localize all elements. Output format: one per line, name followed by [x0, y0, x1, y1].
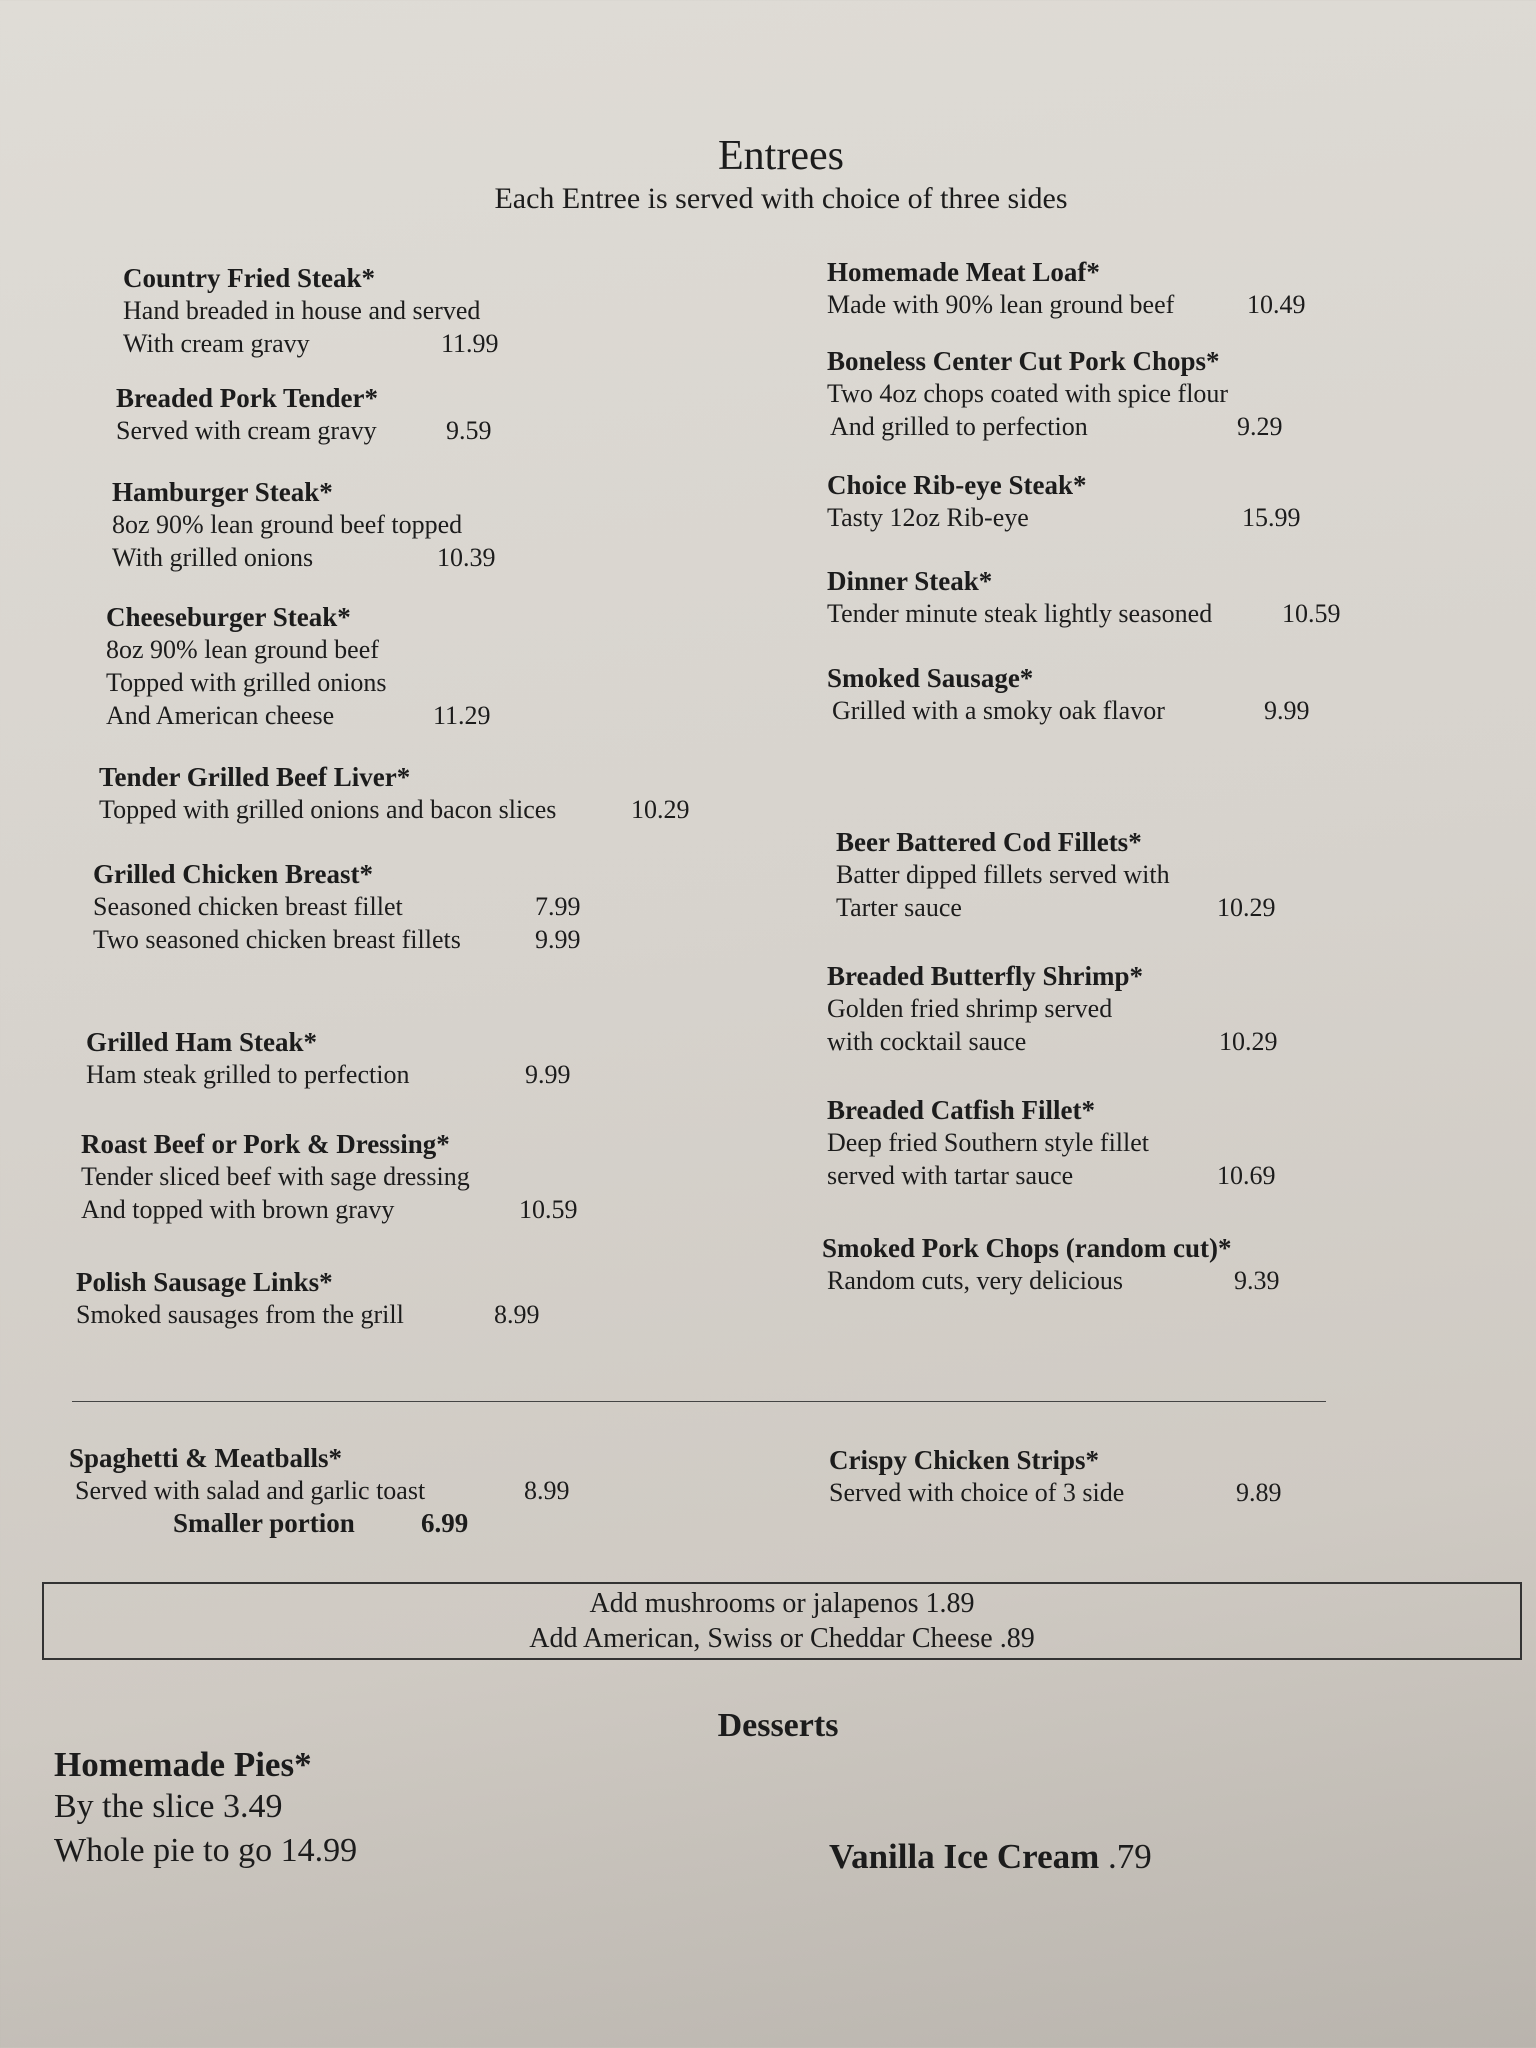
- entree-description: Topped with grilled onions: [106, 668, 387, 697]
- entree-pork-chops: [827, 345, 1283, 443]
- entree-country-fried-steak: [123, 262, 499, 360]
- smaller-portion: Smaller portion 6.99: [173, 1508, 469, 1538]
- addons-box: [42, 1582, 1522, 1660]
- entree-description: And topped with brown gravy 10.59: [81, 1195, 578, 1224]
- section-divider: [72, 1401, 1326, 1402]
- entree-price: 8.99: [524, 1476, 570, 1505]
- entree-price: 9.39: [1234, 1266, 1280, 1295]
- entree-description: Two 4oz chops coated with spice flour: [827, 379, 1229, 408]
- entree-description: Served with cream gravy 9.59: [116, 416, 492, 445]
- entree-spaghetti-meatballs: [69, 1442, 570, 1540]
- entree-description: 8oz 90% lean ground beef topped: [112, 510, 463, 539]
- entree-description: With cream gravy 11.99: [123, 329, 499, 358]
- entree-butterfly-shrimp: [827, 960, 1278, 1058]
- addon-mushrooms: Add mushrooms or jalapenos 1.89: [589, 1588, 975, 1619]
- addon-cheese: Add American, Swiss or Cheddar Cheese .89: [529, 1623, 1035, 1654]
- entree-cheeseburger-steak: [106, 601, 491, 732]
- entree-breaded-pork-tender: [116, 382, 492, 447]
- entree-description: Golden fried shrimp served: [827, 994, 1113, 1023]
- entree-price: 10.49: [1247, 290, 1306, 319]
- entree-name: Smoked Sausage*: [827, 663, 1034, 693]
- entree-roast-beef-dressing: [81, 1128, 578, 1226]
- dessert-homemade-pies: [54, 1745, 357, 1873]
- page-title: Entrees: [718, 133, 844, 179]
- entree-name: Homemade Meat Loaf*: [827, 257, 1100, 287]
- entree-description: Hand breaded in house and served: [123, 296, 481, 325]
- entree-grilled-chicken-breast: [93, 858, 581, 956]
- entree-description: Ham steak grilled to perfection 9.99: [86, 1060, 571, 1089]
- entree-price: 9.99: [525, 1060, 571, 1089]
- entree-description: And American cheese 11.29: [106, 701, 491, 730]
- entree-price: 15.99: [1242, 503, 1301, 532]
- entree-description: Tender sliced beef with sage dressing: [81, 1162, 470, 1191]
- dessert-name: Vanilla Ice Cream: [829, 1837, 1100, 1876]
- entree-name: Crispy Chicken Strips*: [829, 1445, 1100, 1475]
- entree-price: 10.29: [1217, 893, 1276, 922]
- entree-chicken-strips: [829, 1444, 1282, 1509]
- entree-beef-liver: [99, 761, 690, 826]
- entree-price: 10.29: [631, 795, 690, 824]
- entree-description: And grilled to perfection 9.29: [830, 412, 1283, 441]
- entree-name: Grilled Chicken Breast*: [93, 859, 373, 889]
- dessert-price-slice: By the slice 3.49: [54, 1788, 283, 1825]
- entree-description: Tarter sauce 10.29: [836, 893, 1276, 922]
- dessert-price: .79: [1108, 1837, 1152, 1876]
- entree-description: With grilled onions 10.39: [112, 543, 496, 572]
- entree-description: Served with choice of 3 side 9.89: [829, 1478, 1282, 1507]
- entree-description: 8oz 90% lean ground beef: [106, 635, 379, 664]
- entree-hamburger-steak: [112, 476, 496, 574]
- entree-price: 9.99: [1264, 696, 1310, 725]
- entree-description: with cocktail sauce 10.29: [827, 1027, 1278, 1056]
- entree-price: 10.29: [1219, 1027, 1278, 1056]
- entree-grilled-ham-steak: [86, 1026, 571, 1091]
- entree-description: Topped with grilled onions and bacon slices 10.29: [99, 795, 690, 824]
- entree-description: Grilled with a smoky oak flavor 9.99: [832, 696, 1310, 725]
- entree-name: Dinner Steak*: [827, 566, 993, 596]
- entree-description: Seasoned chicken breast fillet 7.99: [93, 892, 581, 921]
- entree-price: 7.99: [535, 892, 581, 921]
- entree-name: Roast Beef or Pork & Dressing*: [81, 1129, 450, 1159]
- entree-price: 9.29: [1237, 412, 1283, 441]
- entree-name: Tender Grilled Beef Liver*: [99, 762, 411, 792]
- entree-description: Tasty 12oz Rib-eye 15.99: [827, 503, 1301, 532]
- entree-name: Grilled Ham Steak*: [86, 1027, 317, 1057]
- entree-description: served with tartar sauce 10.69: [827, 1161, 1276, 1190]
- entree-price: 11.99: [441, 329, 499, 358]
- entree-catfish-fillet: [827, 1094, 1276, 1192]
- smaller-portion-price: 6.99: [421, 1508, 469, 1538]
- entree-description: Deep fried Southern style fillet: [827, 1128, 1150, 1157]
- entree-smoked-sausage: [827, 662, 1310, 727]
- page-subtitle: Each Entree is served with choice of three sides: [494, 182, 1068, 215]
- entree-smoked-pork-chops: [822, 1232, 1280, 1297]
- entree-polish-sausage: [76, 1266, 540, 1331]
- entree-name: Breaded Pork Tender*: [116, 383, 379, 413]
- entree-name: Breaded Butterfly Shrimp*: [827, 961, 1143, 991]
- entree-price: 9.89: [1236, 1478, 1282, 1507]
- entree-description: Served with salad and garlic toast 8.99: [75, 1476, 570, 1505]
- entree-name: Smoked Pork Chops (random cut)*: [822, 1233, 1232, 1263]
- entree-price: 10.69: [1217, 1161, 1276, 1190]
- entree-cod-fillets: [836, 826, 1276, 924]
- entree-price: 10.59: [519, 1195, 578, 1224]
- entree-name: Cheeseburger Steak*: [106, 602, 351, 632]
- entree-description: Made with 90% lean ground beef 10.49: [827, 290, 1306, 319]
- entree-price: 8.99: [494, 1300, 540, 1329]
- entree-name: Boneless Center Cut Pork Chops*: [827, 346, 1220, 376]
- entree-name: Breaded Catfish Fillet*: [827, 1095, 1095, 1125]
- entree-name: Spaghetti & Meatballs*: [69, 1443, 342, 1473]
- entree-dinner-steak: [827, 565, 1341, 630]
- entree-price: 10.59: [1282, 599, 1341, 628]
- desserts-title: Desserts: [717, 1707, 839, 1744]
- dessert-vanilla-ice-cream: [829, 1837, 1152, 1877]
- entree-description: Two seasoned chicken breast fillets 9.99: [93, 925, 581, 954]
- entree-name: Beer Battered Cod Fillets*: [836, 827, 1142, 857]
- entree-price: 9.59: [446, 416, 492, 445]
- entree-name: Country Fried Steak*: [123, 263, 375, 293]
- entree-name: Hamburger Steak*: [112, 477, 333, 507]
- entree-description: Smoked sausages from the grill 8.99: [76, 1300, 540, 1329]
- dessert-price-whole: Whole pie to go 14.99: [54, 1832, 358, 1869]
- entree-ribeye-steak: [827, 469, 1301, 534]
- entree-description: Random cuts, very delicious 9.39: [827, 1266, 1280, 1295]
- entree-price: 9.99: [535, 925, 581, 954]
- dessert-name: Homemade Pies*: [54, 1745, 312, 1784]
- entree-description: Batter dipped fillets served with: [836, 860, 1170, 889]
- entree-price: 11.29: [433, 701, 491, 730]
- entree-meat-loaf: [827, 256, 1306, 321]
- entree-name: Polish Sausage Links*: [76, 1267, 333, 1297]
- entree-name: Choice Rib-eye Steak*: [827, 470, 1087, 500]
- entree-description: Tender minute steak lightly seasoned 10.59: [827, 599, 1341, 628]
- entree-price: 10.39: [437, 543, 496, 572]
